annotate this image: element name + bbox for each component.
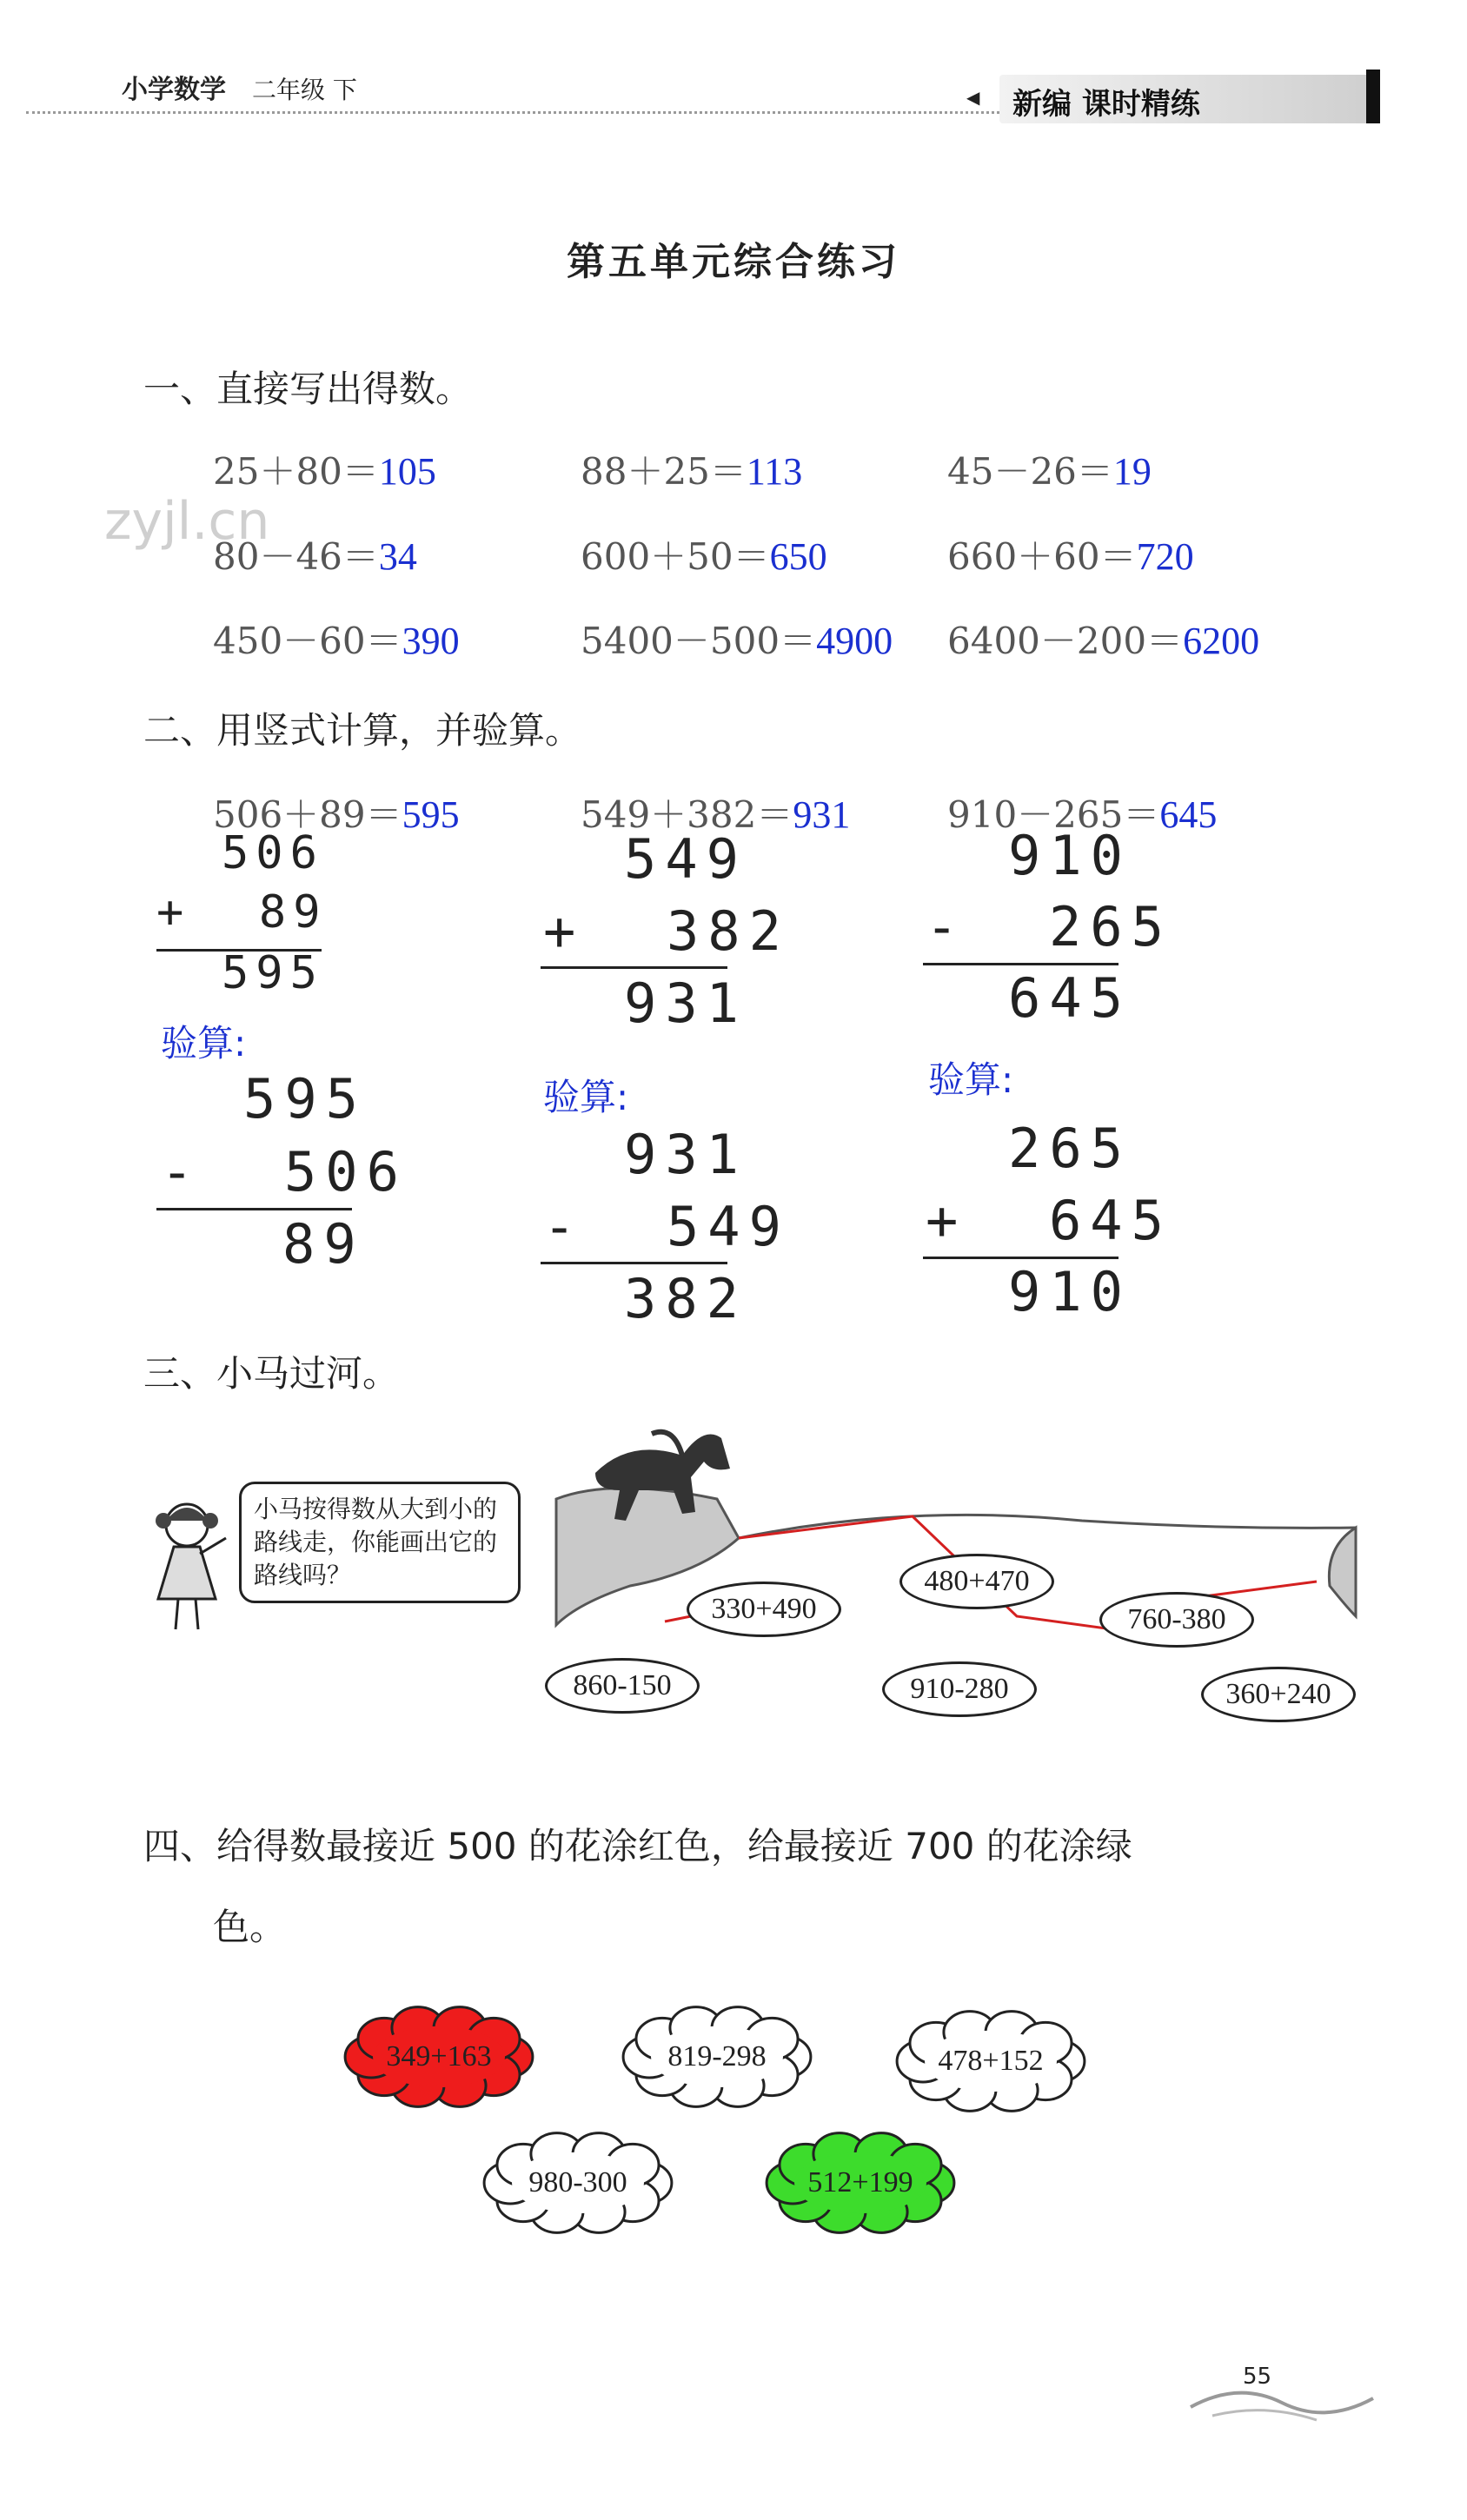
direct-eq-9: 6400－200＝6200 [947,620,1260,662]
v2-check-row2: - 549 [543,1195,790,1258]
v1-check-line [156,1208,352,1210]
flower-4-label: 980-300 [528,2166,627,2198]
flower-5-label: 512+199 [807,2166,913,2198]
v3-row1: 910 [1008,824,1132,887]
direct-eq-8: 5400－500＝4900 [581,620,893,662]
flower-2-label: 819-298 [667,2040,767,2072]
section-2-heading: 二、用竖式计算，并验算。 [143,709,582,752]
speech-bubble: 小马按得数从大到小的路线走，你能画出它的路线吗？ [239,1482,521,1603]
stone-1: 480+470 [899,1554,1054,1609]
v3-check-line [923,1257,1119,1259]
v1-check-row3: 89 [282,1212,365,1276]
header-divider [26,111,999,114]
v1-row3: 595 [222,947,324,999]
header-subject: 小学数学 二年级 下 [122,75,357,105]
section-4-heading: 四、给得数最接近 500 的花涂红色，给最接近 700 的花涂绿 [143,1825,1132,1867]
v2-row2: + 382 [543,899,790,963]
page-number: 55 [1243,2364,1272,2390]
header-grade: 二年级 下 [252,76,357,104]
direct-eq-1: 25＋80＝105 [213,450,436,493]
stone-4: 860-150 [545,1658,700,1714]
vertical-eq-3: 910－265＝645 [947,793,1218,836]
stone-3: 760-380 [1099,1592,1254,1648]
section-4-heading-cont: 色。 [213,1906,287,1948]
triangle-icon: ◀ [966,87,980,108]
v2-check-line [541,1262,727,1264]
v2-row3: 931 [624,972,747,1035]
flower-3-label: 478+152 [938,2045,1044,2077]
v3-row3: 645 [1008,966,1132,1030]
stone-2: 330+490 [687,1582,841,1637]
direct-eq-3: 45－26＝19 [947,450,1152,493]
girl-illustration [139,1495,235,1642]
watermark: zyjl.cn [104,491,270,552]
vertical-eq-2: 549＋382＝931 [581,793,851,836]
direct-eq-7: 450－60＝390 [213,620,460,662]
v3-check-row2: + 645 [926,1189,1172,1252]
v2-row1: 549 [624,827,747,891]
vertical-eq-1: 506＋89＝595 [213,793,460,836]
brand-bar [1366,70,1380,123]
stone-6: 360+240 [1201,1667,1356,1722]
section-3-heading: 三、小马过河。 [143,1352,400,1395]
direct-eq-4: 80－46＝34 [213,535,417,578]
v2-line [541,966,727,969]
v2-check-row1: 931 [624,1123,747,1186]
v1-row2: + 89 [156,886,328,938]
v2-check-row3: 382 [624,1267,747,1330]
v3-check-row3: 910 [1008,1260,1132,1323]
v3-line [923,963,1119,965]
v3-row2: - 265 [926,895,1172,958]
page-title: 第五单元综合练习 [567,240,900,284]
v1-check-label: 验算: [161,1022,247,1064]
v2-check-label: 验算: [543,1076,629,1118]
stone-5: 910-280 [882,1661,1037,1717]
section-1-heading: 一、直接写出得数。 [143,368,473,410]
v1-row1: 506 [222,827,324,879]
direct-eq-5: 600＋50＝650 [581,535,827,578]
v3-check-row1: 265 [1008,1117,1132,1180]
right-bank [1329,1528,1356,1616]
brand-title: 新编 课时精练 [1012,87,1200,122]
v1-check-row1: 595 [243,1067,367,1131]
page-number-swirl [1186,2377,1377,2429]
v3-check-label: 验算: [928,1058,1014,1101]
flower-1-label: 349+163 [386,2040,492,2072]
direct-eq-2: 88＋25＝113 [581,450,803,493]
direct-eq-6: 660＋60＝720 [947,535,1194,578]
v1-check-row2: - 506 [161,1140,408,1204]
